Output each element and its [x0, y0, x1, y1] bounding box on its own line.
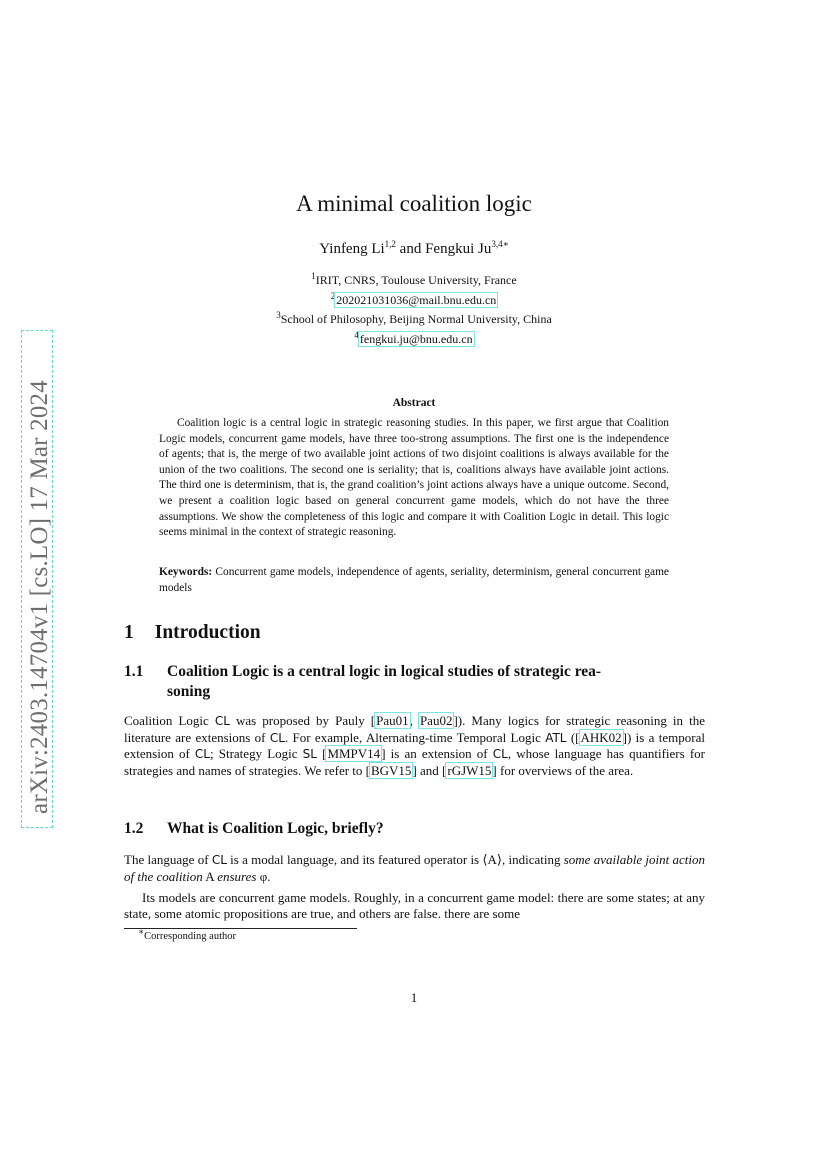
cl-symbol: CL	[194, 747, 210, 762]
affiliation-2-sup: 2	[330, 290, 336, 301]
text: φ.	[256, 868, 271, 884]
citation-link[interactable]: Pau01	[376, 713, 409, 728]
author-2-sup: 3,4∗	[491, 239, 509, 249]
subsection-1-2-heading	[124, 820, 384, 838]
affiliation-4-sup: 4	[354, 329, 359, 340]
affiliation-3-text: School of Philosophy, Beijing Normal University, China	[280, 312, 552, 326]
affiliation-1-sup: 1	[311, 271, 316, 281]
text: ] for overviews of the area.	[492, 763, 634, 779]
citation-link[interactable]: AHK02	[580, 729, 622, 745]
citation-link[interactable]: MMPV14	[327, 746, 381, 762]
author-1: Yinfeng Li	[319, 241, 385, 257]
paragraph-1-1	[124, 713, 705, 779]
text: ([	[566, 729, 580, 745]
emphasis: some available joint action of the coalition	[124, 852, 705, 884]
footnote-mark: ∗	[138, 926, 145, 937]
section-title: Introduction	[154, 622, 261, 643]
affiliation-2[interactable]	[0, 291, 828, 311]
subsection-number: 1.2	[124, 820, 144, 837]
author-1-sup: 1,2	[384, 239, 396, 249]
text: , whose language has quantifiers for strategies and names of strategies. We refer to [	[124, 746, 705, 779]
cl-symbol: CL	[492, 747, 508, 762]
affiliation-1	[0, 271, 828, 291]
cl-symbol: CL	[211, 853, 227, 867]
keywords-text: Concurrent game models, independence of agents, seriality, determinism, general concurrent game models	[159, 566, 669, 594]
footnote-rule	[124, 928, 357, 929]
section-number: 1	[124, 622, 134, 643]
cl-symbol: CL	[269, 730, 285, 745]
subsection-title-line2: soning	[167, 683, 211, 700]
abstract-body: Coalition logic is a central logic in strategic reasoning studies. In this paper, we first argue that Coalition Logic models, concurrent game models, have three too-strong assumptions. The first one is the independence of agents; that is, the merge of two available joint actions of two disjoint coalitions is always available for the union of the two coalitions. The second one is seriality; that is, coalitions always have available joint actions. The third one is determinism, that is, the grand coalition’s joint actions always have a unique outcome. Second, we present a coalition logic based on general concurrent game models, which do not have the three assumptions. We show the completeness of this logic and compare it with Coalition Logic in detail. This logic seems minimal in the context of strategic reasoning.	[159, 417, 669, 539]
author-joiner: and	[395, 241, 426, 257]
affiliation-1-text: IRIT, CNRS, Toulouse University, France	[315, 273, 517, 287]
text: ] and [	[412, 763, 447, 779]
atl-symbol: ATL	[545, 730, 567, 745]
text: is a modal language, and its featured operator is ⟨A⟩	[226, 852, 502, 867]
subsection-title: What is Coalition Logic, briefly?	[167, 820, 384, 837]
text: ; Strategy Logic	[210, 746, 303, 762]
text: ,	[409, 713, 419, 728]
text: The language of	[124, 852, 212, 867]
emphasis: ensures	[217, 868, 257, 884]
paragraph-1-2-b: Its models are concurrent game models. Roughly, in a concurrent game model: there are some states; at any state, some atomic propositions are true, and others are false. there are some	[124, 890, 705, 921]
affiliation-3-sup: 3	[276, 310, 281, 320]
affiliations	[0, 271, 828, 349]
subsection-1-1-heading	[124, 662, 714, 702]
footnote	[138, 926, 236, 942]
email-link-1[interactable]: 202021031036@mail.bnu.edu.cn	[336, 292, 497, 307]
section-1-heading	[124, 622, 261, 644]
citation-link[interactable]: rGJW15	[447, 763, 492, 779]
paper-title: A minimal coalition logic	[296, 191, 532, 216]
keywords	[159, 565, 669, 596]
subsection-title-line1: Coalition Logic is a central logic in logical studies of strategic rea-	[167, 663, 602, 680]
citation-link[interactable]: BGV15	[370, 763, 412, 779]
text: ] is an extension of	[381, 746, 493, 762]
arxiv-id[interactable]: arXiv:2403.14704v1 [cs.LO] 17 Mar 2024	[26, 380, 53, 814]
text: [	[316, 746, 327, 762]
text: A	[202, 868, 218, 884]
email-link-2[interactable]: fengkui.ju@bnu.edu.cn	[359, 331, 473, 346]
text: was proposed by Pauly [	[229, 713, 376, 728]
paragraph-1-2-a	[124, 852, 705, 884]
text: Coalition Logic	[124, 713, 215, 728]
text: , indicating	[501, 852, 564, 867]
abstract-heading: Abstract	[392, 397, 436, 409]
affiliation-3	[0, 310, 828, 330]
text: . For example, Alternating-time Temporal Logic	[284, 729, 546, 745]
cl-symbol: CL	[214, 714, 230, 728]
footnote-text: Corresponding author	[144, 931, 236, 942]
page-number: 1	[410, 990, 418, 1005]
arxiv-stamp[interactable]	[20, 345, 53, 820]
text: ]) is a temporal extension of	[124, 729, 705, 762]
text: ]). Many logics for strategic reasoning in the literature are extensions of	[124, 713, 705, 745]
author-2: Fengkui Ju	[425, 241, 492, 257]
citation-link[interactable]: Pau02	[419, 713, 453, 728]
affiliation-4[interactable]	[0, 330, 828, 350]
keywords-label: Keywords:	[159, 566, 213, 578]
subsection-number: 1.1	[124, 663, 144, 680]
author-line	[0, 241, 828, 258]
sl-symbol: SL	[302, 747, 317, 762]
